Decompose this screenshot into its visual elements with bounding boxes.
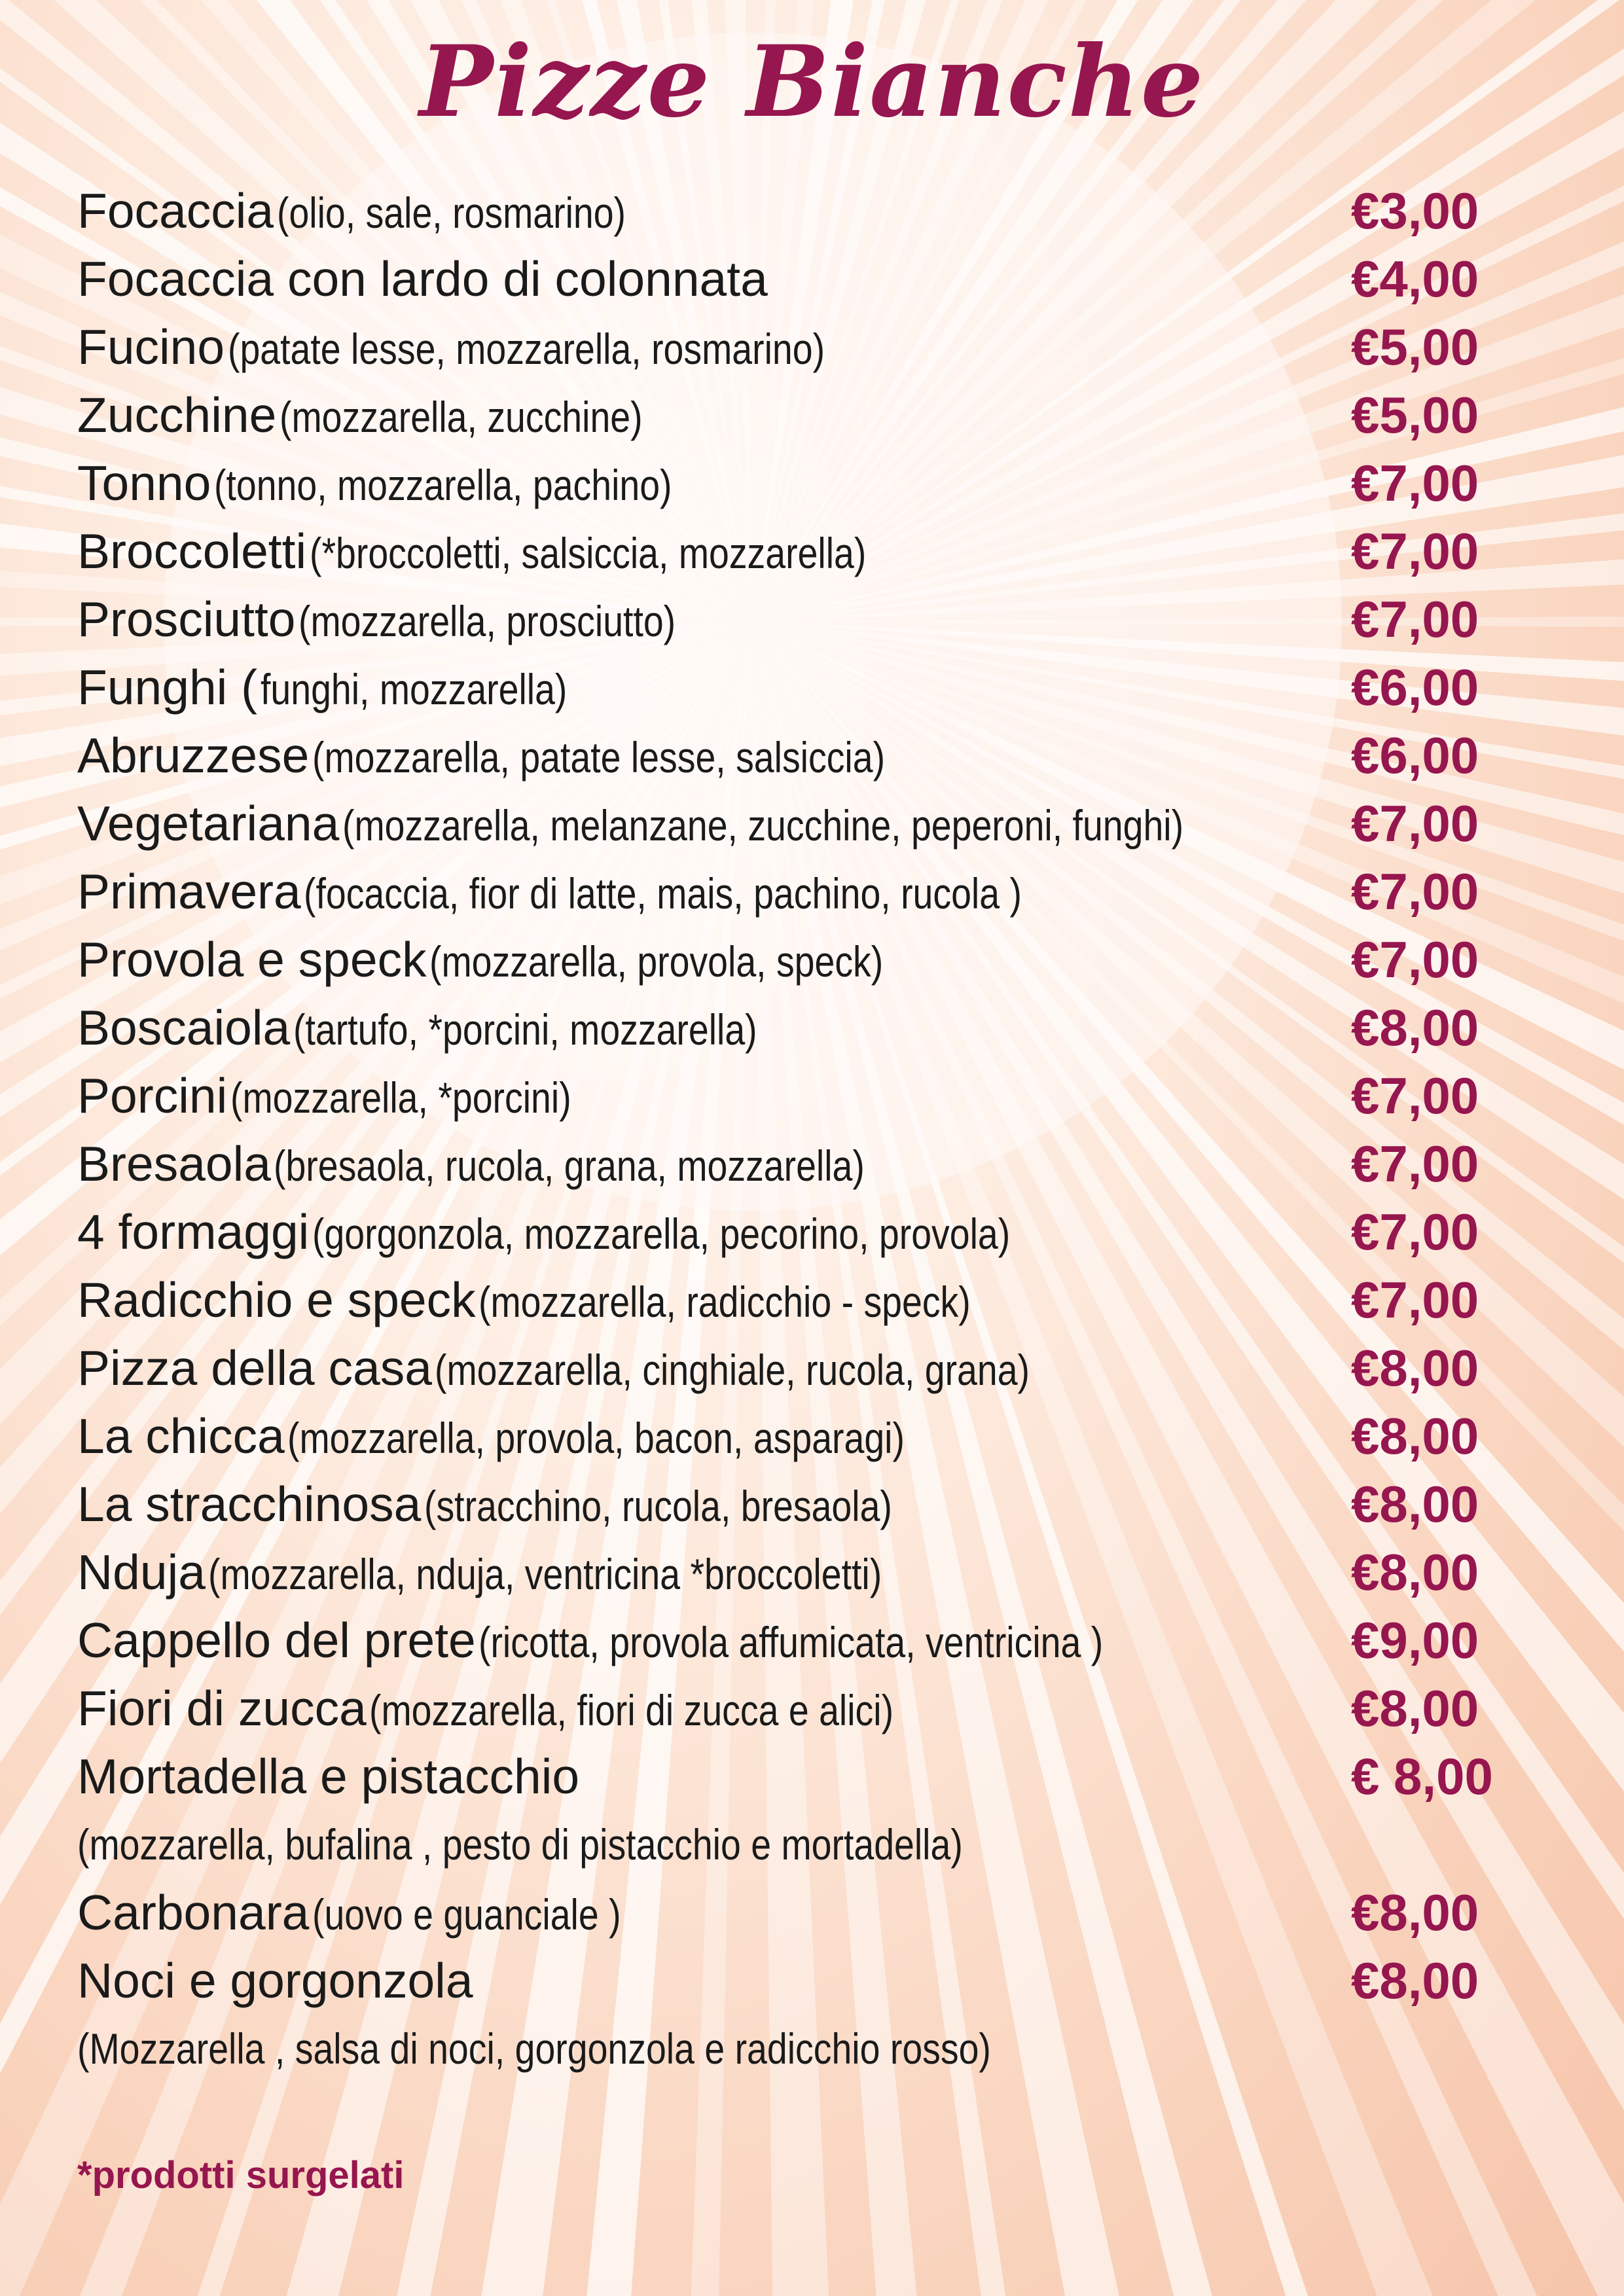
item-price: €7,00 [1351, 795, 1479, 852]
footnote: *prodotti surgelati [77, 2154, 405, 2197]
menu-item-line [77, 1266, 1583, 1334]
menu-item [77, 1742, 1583, 1878]
menu-item-line [77, 925, 1583, 994]
menu-item [77, 1878, 1583, 1946]
menu-item [77, 1402, 1583, 1470]
item-price: €8,00 [1351, 1679, 1479, 1737]
item-name: Radicchio e speck [77, 1272, 476, 1327]
item-price: €8,00 [1351, 1884, 1479, 1941]
menu-item-line [77, 1946, 1583, 2015]
item-price: €7,00 [1351, 1067, 1479, 1124]
item-name: Abruzzese [77, 728, 310, 783]
item-price: €6,00 [1351, 726, 1479, 784]
item-description: (ricotta, provola affumicata, ventricina ) [478, 1618, 1104, 1666]
item-price: €8,00 [1351, 1952, 1479, 2009]
item-name: Provola e speck [77, 932, 427, 987]
menu-item [77, 585, 1583, 653]
menu-item-line [77, 721, 1583, 789]
item-name: Porcini [77, 1068, 228, 1123]
item-name: La stracchinosa [77, 1477, 422, 1532]
menu-item [77, 1334, 1583, 1402]
item-description: (mozzarella, *porcini) [230, 1073, 571, 1122]
menu-item-line [77, 381, 1583, 449]
item-name: Pizza della casa [77, 1340, 432, 1395]
menu-item-line [77, 585, 1583, 653]
menu-item-line [77, 1606, 1583, 1674]
item-price: €7,00 [1351, 1135, 1479, 1193]
item-description-line [77, 1810, 1583, 1878]
item-price: €8,00 [1351, 1407, 1479, 1465]
item-price: €8,00 [1351, 1339, 1479, 1397]
item-name: Primavera [77, 864, 301, 919]
menu-item [77, 449, 1583, 517]
item-description: funghi, mozzarella) [260, 665, 567, 713]
menu-item-line [77, 1402, 1583, 1470]
menu-item-line [77, 245, 1583, 313]
item-description: (Mozzarella , salsa di noci, gorgonzola e radicchio rosso) [77, 2024, 991, 2073]
item-description: (mozzarella, prosciutto) [298, 597, 676, 645]
item-description-line [77, 2015, 1583, 2083]
item-price: €9,00 [1351, 1611, 1479, 1669]
item-description: (mozzarella, provola, bacon, asparagi) [287, 1414, 905, 1462]
menu-item [77, 1062, 1583, 1130]
item-name: La chicca [77, 1408, 285, 1463]
menu-item-line [77, 1198, 1583, 1266]
item-name: Bresaola [77, 1136, 272, 1191]
menu-item [77, 517, 1583, 585]
menu-item-line [77, 1470, 1583, 1538]
menu-item [77, 1266, 1583, 1334]
menu-item-line [77, 1742, 1583, 1810]
item-name: Carbonara [77, 1885, 310, 1940]
menu-item-line [77, 313, 1583, 381]
item-description: (patate lesse, mozzarella, rosmarino) [227, 325, 825, 373]
item-description: (mozzarella, zucchine) [279, 393, 643, 441]
menu-item [77, 653, 1583, 721]
item-name: Fucino [77, 319, 225, 374]
item-name: Nduja [77, 1545, 206, 1600]
item-price: €7,00 [1351, 522, 1479, 580]
item-price: €7,00 [1351, 454, 1479, 512]
menu-item [77, 381, 1583, 449]
menu-item [77, 313, 1583, 381]
item-name: Focaccia [77, 183, 274, 238]
menu-title: Pizze Bianche [419, 24, 1205, 139]
menu-item [77, 1470, 1583, 1538]
item-description: (mozzarella, cinghiale, rucola, grana) [435, 1346, 1030, 1394]
menu-item [77, 1946, 1583, 2083]
item-description: (tartufo, *porcini, mozzarella) [293, 1005, 757, 1054]
item-name: Boscaiola [77, 1000, 291, 1055]
menu-item-line [77, 1130, 1583, 1198]
item-price: €5,00 [1351, 318, 1479, 376]
item-name: Funghi ( [77, 660, 258, 715]
item-description: (mozzarella, provola, speck) [429, 937, 884, 986]
menu-item-line [77, 1538, 1583, 1606]
item-price: €7,00 [1351, 1271, 1479, 1329]
menu-item [77, 789, 1583, 857]
item-price: €7,00 [1351, 931, 1479, 988]
item-price: €5,00 [1351, 386, 1479, 444]
item-description: (mozzarella, bufalina , pesto di pistacchio e mortadella) [77, 1820, 963, 1869]
item-description: (mozzarella, patate lesse, salsiccia) [312, 733, 885, 781]
item-price: €7,00 [1351, 863, 1479, 920]
menu-item [77, 1674, 1583, 1742]
item-name: Focaccia con lardo di colonnata [77, 251, 768, 306]
item-price: €7,00 [1351, 590, 1479, 648]
item-description: (olio, sale, rosmarino) [276, 188, 626, 237]
item-description: (mozzarella, nduja, ventricina *broccoletti) [208, 1550, 882, 1598]
item-price: €3,00 [1351, 182, 1479, 240]
item-price: € 8,00 [1351, 1748, 1493, 1805]
menu-item-line [77, 449, 1583, 517]
item-name: Vegetariana [77, 796, 340, 851]
item-name: Zucchine [77, 387, 277, 442]
menu-item [77, 1606, 1583, 1674]
menu-item-line [77, 653, 1583, 721]
menu-item-line [77, 789, 1583, 857]
item-price: €8,00 [1351, 1475, 1479, 1533]
item-name: Mortadella e pistacchio [77, 1749, 580, 1804]
item-description: (focaccia, fior di latte, mais, pachino, rucola ) [304, 869, 1022, 918]
menu-item-line [77, 1674, 1583, 1742]
item-price: €4,00 [1351, 250, 1479, 308]
menu-item [77, 1130, 1583, 1198]
item-name: Tonno [77, 456, 211, 511]
item-name: Fiori di zucca [77, 1681, 367, 1736]
item-price: €8,00 [1351, 1543, 1479, 1601]
menu-item [77, 245, 1583, 313]
item-name: Cappello del prete [77, 1613, 476, 1668]
menu-item [77, 1198, 1583, 1266]
menu-item [77, 177, 1583, 245]
menu-item-line [77, 857, 1583, 925]
item-description: (mozzarella, fiori di zucca e alici) [369, 1686, 894, 1734]
menu-item-line [77, 1878, 1583, 1946]
item-name: 4 formaggi [77, 1204, 310, 1259]
item-description: (*broccoletti, salsiccia, mozzarella) [309, 529, 866, 577]
menu-item [77, 857, 1583, 925]
menu-item-line [77, 994, 1583, 1062]
item-name: Prosciutto [77, 592, 296, 647]
item-name: Broccoletti [77, 524, 307, 579]
item-description: (gorgonzola, mozzarella, pecorino, provola) [312, 1210, 1011, 1258]
item-price: €7,00 [1351, 1203, 1479, 1261]
item-price: €6,00 [1351, 658, 1479, 716]
menu-item-line [77, 517, 1583, 585]
item-description: (bresaola, rucola, grana, mozzarella) [274, 1141, 865, 1190]
item-price: €8,00 [1351, 999, 1479, 1056]
menu-item [77, 994, 1583, 1062]
menu-item [77, 1538, 1583, 1606]
menu-item [77, 925, 1583, 994]
item-description: (mozzarella, radicchio - speck) [478, 1278, 971, 1326]
item-description: (stracchino, rucola, bresaola) [424, 1482, 892, 1530]
item-description: (uovo e guanciale ) [312, 1890, 621, 1939]
item-description: (tonno, mozzarella, pachino) [213, 461, 672, 509]
item-name: Noci e gorgonzola [77, 1953, 473, 2008]
menu-item-line [77, 1062, 1583, 1130]
item-description: (mozzarella, melanzane, zucchine, peperoni, funghi) [342, 801, 1183, 850]
menu-item [77, 721, 1583, 789]
menu-item-line [77, 1334, 1583, 1402]
menu-item-line [77, 177, 1583, 245]
